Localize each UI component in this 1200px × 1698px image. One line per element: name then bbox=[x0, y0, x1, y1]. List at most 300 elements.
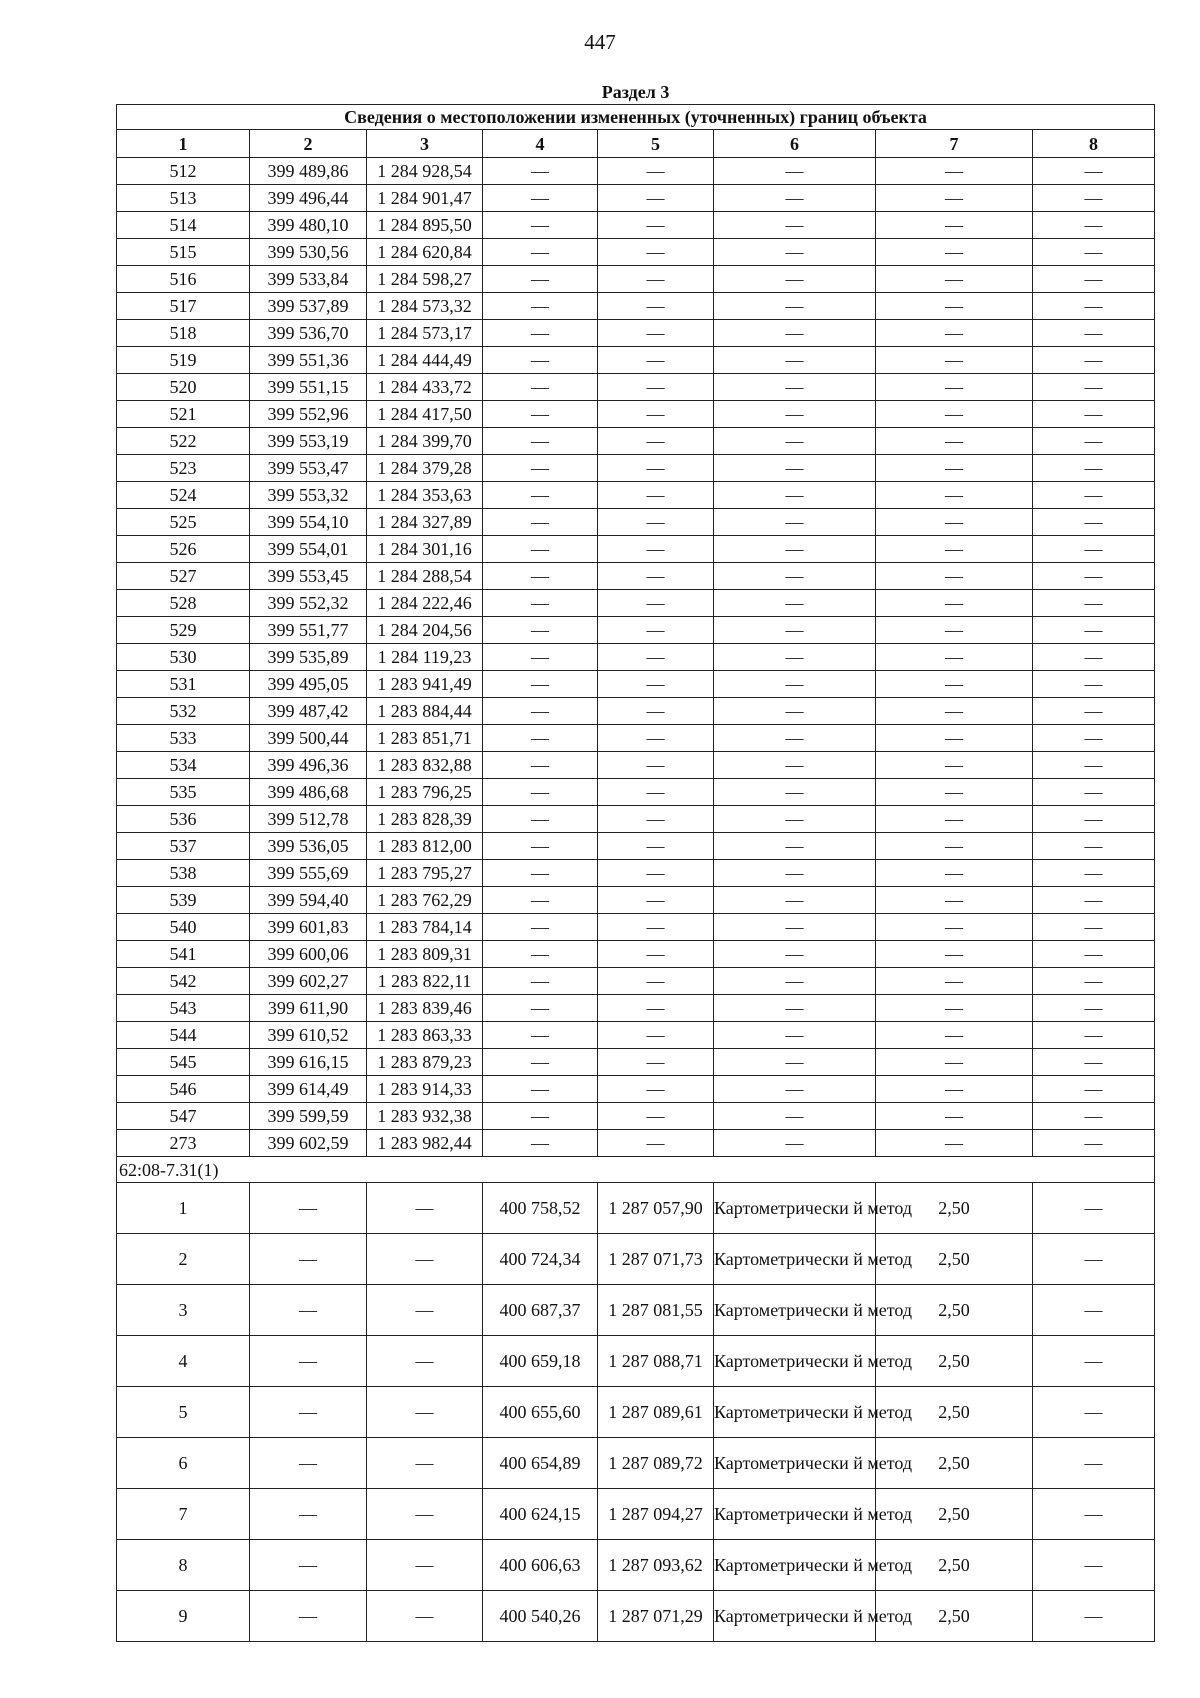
x-coordinate-cell: 399 552,32 bbox=[250, 590, 367, 617]
point-number-cell: 2 bbox=[117, 1234, 250, 1285]
empty-dash-cell: — bbox=[876, 536, 1033, 563]
table-row bbox=[117, 725, 1155, 752]
table-row bbox=[117, 806, 1155, 833]
empty-dash-cell: — bbox=[1033, 779, 1155, 806]
empty-dash-cell: — bbox=[1033, 158, 1155, 185]
empty-dash-cell: — bbox=[598, 779, 714, 806]
table-row bbox=[117, 158, 1155, 185]
empty-dash-cell: — bbox=[876, 671, 1033, 698]
point-number-cell: 540 bbox=[117, 914, 250, 941]
empty-dash-cell: — bbox=[714, 752, 876, 779]
empty-dash-cell: — bbox=[714, 1130, 876, 1157]
table-row bbox=[117, 239, 1155, 266]
empty-dash-cell: — bbox=[1033, 1076, 1155, 1103]
empty-dash-cell: — bbox=[250, 1336, 367, 1387]
x-coordinate-cell: 399 551,15 bbox=[250, 374, 367, 401]
empty-dash-cell: — bbox=[1033, 1130, 1155, 1157]
point-number-cell: 533 bbox=[117, 725, 250, 752]
empty-dash-cell: — bbox=[714, 266, 876, 293]
point-number-cell: 515 bbox=[117, 239, 250, 266]
table-row bbox=[117, 617, 1155, 644]
point-number-cell: 525 bbox=[117, 509, 250, 536]
table-caption: Сведения о местоположении измененных (уточненных) границ объекта bbox=[117, 105, 1155, 130]
empty-dash-cell: — bbox=[714, 914, 876, 941]
empty-dash-cell: — bbox=[714, 401, 876, 428]
new-x-coordinate-cell: 400 540,26 bbox=[483, 1591, 598, 1642]
accuracy-cell: 2,50 bbox=[876, 1183, 1033, 1234]
method-cell: Картометрически й метод bbox=[714, 1234, 876, 1285]
y-coordinate-cell: 1 283 932,38 bbox=[367, 1103, 483, 1130]
empty-dash-cell: — bbox=[367, 1285, 483, 1336]
x-coordinate-cell: 399 552,96 bbox=[250, 401, 367, 428]
empty-dash-cell: — bbox=[1033, 1285, 1155, 1336]
empty-dash-cell: — bbox=[876, 347, 1033, 374]
empty-dash-cell: — bbox=[598, 482, 714, 509]
empty-dash-cell: — bbox=[714, 968, 876, 995]
empty-dash-cell: — bbox=[1033, 563, 1155, 590]
table-row bbox=[117, 590, 1155, 617]
new-y-coordinate-cell: 1 287 093,62 bbox=[598, 1540, 714, 1591]
empty-dash-cell: — bbox=[876, 266, 1033, 293]
point-number-cell: 538 bbox=[117, 860, 250, 887]
new-x-coordinate-cell: 400 687,37 bbox=[483, 1285, 598, 1336]
point-number-cell: 543 bbox=[117, 995, 250, 1022]
method-cell: Картометрически й метод bbox=[714, 1591, 876, 1642]
y-coordinate-cell: 1 284 301,16 bbox=[367, 536, 483, 563]
empty-dash-cell: — bbox=[1033, 536, 1155, 563]
point-number-cell: 539 bbox=[117, 887, 250, 914]
empty-dash-cell: — bbox=[714, 590, 876, 617]
empty-dash-cell: — bbox=[483, 833, 598, 860]
y-coordinate-cell: 1 284 620,84 bbox=[367, 239, 483, 266]
point-number-cell: 519 bbox=[117, 347, 250, 374]
empty-dash-cell: — bbox=[714, 185, 876, 212]
y-coordinate-cell: 1 284 353,63 bbox=[367, 482, 483, 509]
y-coordinate-cell: 1 283 812,00 bbox=[367, 833, 483, 860]
table-row bbox=[117, 1234, 1155, 1285]
x-coordinate-cell: 399 553,32 bbox=[250, 482, 367, 509]
empty-dash-cell: — bbox=[598, 968, 714, 995]
x-coordinate-cell: 399 496,36 bbox=[250, 752, 367, 779]
empty-dash-cell: — bbox=[483, 482, 598, 509]
empty-dash-cell: — bbox=[598, 185, 714, 212]
empty-dash-cell: — bbox=[483, 266, 598, 293]
empty-dash-cell: — bbox=[250, 1489, 367, 1540]
empty-dash-cell: — bbox=[598, 563, 714, 590]
y-coordinate-cell: 1 284 598,27 bbox=[367, 266, 483, 293]
empty-dash-cell: — bbox=[1033, 347, 1155, 374]
x-coordinate-cell: 399 533,84 bbox=[250, 266, 367, 293]
point-number-cell: 514 bbox=[117, 212, 250, 239]
point-number-cell: 516 bbox=[117, 266, 250, 293]
empty-dash-cell: — bbox=[1033, 1234, 1155, 1285]
table-row bbox=[117, 914, 1155, 941]
table-row bbox=[117, 1285, 1155, 1336]
empty-dash-cell: — bbox=[483, 968, 598, 995]
point-number-cell: 6 bbox=[117, 1438, 250, 1489]
new-y-coordinate-cell: 1 287 089,61 bbox=[598, 1387, 714, 1438]
empty-dash-cell: — bbox=[1033, 887, 1155, 914]
empty-dash-cell: — bbox=[483, 698, 598, 725]
empty-dash-cell: — bbox=[714, 1103, 876, 1130]
table-row bbox=[117, 185, 1155, 212]
column-header: 3 bbox=[367, 130, 483, 158]
accuracy-cell: 2,50 bbox=[876, 1387, 1033, 1438]
empty-dash-cell: — bbox=[876, 509, 1033, 536]
y-coordinate-cell: 1 283 784,14 bbox=[367, 914, 483, 941]
empty-dash-cell: — bbox=[483, 887, 598, 914]
point-number-cell: 513 bbox=[117, 185, 250, 212]
empty-dash-cell: — bbox=[598, 1076, 714, 1103]
empty-dash-cell: — bbox=[876, 293, 1033, 320]
accuracy-cell: 2,50 bbox=[876, 1489, 1033, 1540]
method-cell: Картометрически й метод bbox=[714, 1540, 876, 1591]
empty-dash-cell: — bbox=[367, 1591, 483, 1642]
empty-dash-cell: — bbox=[483, 212, 598, 239]
y-coordinate-cell: 1 283 982,44 bbox=[367, 1130, 483, 1157]
empty-dash-cell: — bbox=[1033, 320, 1155, 347]
empty-dash-cell: — bbox=[1033, 185, 1155, 212]
point-number-cell: 518 bbox=[117, 320, 250, 347]
empty-dash-cell: — bbox=[714, 671, 876, 698]
empty-dash-cell: — bbox=[483, 536, 598, 563]
table-row bbox=[117, 1183, 1155, 1234]
empty-dash-cell: — bbox=[1033, 941, 1155, 968]
empty-dash-cell: — bbox=[1033, 455, 1155, 482]
x-coordinate-cell: 399 536,05 bbox=[250, 833, 367, 860]
empty-dash-cell: — bbox=[714, 536, 876, 563]
empty-dash-cell: — bbox=[483, 158, 598, 185]
point-number-cell: 534 bbox=[117, 752, 250, 779]
empty-dash-cell: — bbox=[1033, 725, 1155, 752]
y-coordinate-cell: 1 283 762,29 bbox=[367, 887, 483, 914]
y-coordinate-cell: 1 283 941,49 bbox=[367, 671, 483, 698]
empty-dash-cell: — bbox=[250, 1183, 367, 1234]
point-number-cell: 541 bbox=[117, 941, 250, 968]
empty-dash-cell: — bbox=[250, 1387, 367, 1438]
group-label-cell: 62:08-7.31(1) bbox=[117, 1157, 1155, 1183]
empty-dash-cell: — bbox=[483, 617, 598, 644]
x-coordinate-cell: 399 486,68 bbox=[250, 779, 367, 806]
empty-dash-cell: — bbox=[1033, 1591, 1155, 1642]
x-coordinate-cell: 399 512,78 bbox=[250, 806, 367, 833]
empty-dash-cell: — bbox=[1033, 293, 1155, 320]
empty-dash-cell: — bbox=[598, 887, 714, 914]
empty-dash-cell: — bbox=[598, 374, 714, 401]
point-number-cell: 4 bbox=[117, 1336, 250, 1387]
table-row bbox=[117, 374, 1155, 401]
table-row bbox=[117, 1489, 1155, 1540]
column-header-row bbox=[117, 130, 1155, 158]
x-coordinate-cell: 399 611,90 bbox=[250, 995, 367, 1022]
point-number-cell: 536 bbox=[117, 806, 250, 833]
x-coordinate-cell: 399 554,10 bbox=[250, 509, 367, 536]
table-row bbox=[117, 1540, 1155, 1591]
empty-dash-cell: — bbox=[483, 1049, 598, 1076]
table-row bbox=[117, 1049, 1155, 1076]
empty-dash-cell: — bbox=[598, 833, 714, 860]
empty-dash-cell: — bbox=[876, 239, 1033, 266]
point-number-cell: 544 bbox=[117, 1022, 250, 1049]
point-number-cell: 527 bbox=[117, 563, 250, 590]
empty-dash-cell: — bbox=[483, 455, 598, 482]
empty-dash-cell: — bbox=[714, 293, 876, 320]
x-coordinate-cell: 399 553,47 bbox=[250, 455, 367, 482]
point-number-cell: 530 bbox=[117, 644, 250, 671]
x-coordinate-cell: 399 480,10 bbox=[250, 212, 367, 239]
empty-dash-cell: — bbox=[483, 725, 598, 752]
table-row bbox=[117, 509, 1155, 536]
y-coordinate-cell: 1 284 573,17 bbox=[367, 320, 483, 347]
x-coordinate-cell: 399 495,05 bbox=[250, 671, 367, 698]
empty-dash-cell: — bbox=[1033, 644, 1155, 671]
empty-dash-cell: — bbox=[714, 374, 876, 401]
empty-dash-cell: — bbox=[483, 1103, 598, 1130]
empty-dash-cell: — bbox=[714, 239, 876, 266]
table-row bbox=[117, 347, 1155, 374]
empty-dash-cell: — bbox=[1033, 509, 1155, 536]
empty-dash-cell: — bbox=[1033, 428, 1155, 455]
empty-dash-cell: — bbox=[1033, 374, 1155, 401]
empty-dash-cell: — bbox=[714, 995, 876, 1022]
accuracy-cell: 2,50 bbox=[876, 1438, 1033, 1489]
table-row bbox=[117, 482, 1155, 509]
point-number-cell: 521 bbox=[117, 401, 250, 428]
empty-dash-cell: — bbox=[483, 914, 598, 941]
table-row bbox=[117, 887, 1155, 914]
empty-dash-cell: — bbox=[714, 698, 876, 725]
empty-dash-cell: — bbox=[1033, 1540, 1155, 1591]
y-coordinate-cell: 1 283 832,88 bbox=[367, 752, 483, 779]
y-coordinate-cell: 1 284 379,28 bbox=[367, 455, 483, 482]
empty-dash-cell: — bbox=[876, 725, 1033, 752]
empty-dash-cell: — bbox=[483, 401, 598, 428]
point-number-cell: 529 bbox=[117, 617, 250, 644]
empty-dash-cell: — bbox=[1033, 482, 1155, 509]
empty-dash-cell: — bbox=[483, 239, 598, 266]
table-row bbox=[117, 968, 1155, 995]
new-y-coordinate-cell: 1 287 071,29 bbox=[598, 1591, 714, 1642]
y-coordinate-cell: 1 283 884,44 bbox=[367, 698, 483, 725]
new-y-coordinate-cell: 1 287 081,55 bbox=[598, 1285, 714, 1336]
x-coordinate-cell: 399 616,15 bbox=[250, 1049, 367, 1076]
empty-dash-cell: — bbox=[876, 779, 1033, 806]
empty-dash-cell: — bbox=[250, 1234, 367, 1285]
empty-dash-cell: — bbox=[598, 1103, 714, 1130]
empty-dash-cell: — bbox=[598, 617, 714, 644]
point-number-cell: 1 bbox=[117, 1183, 250, 1234]
empty-dash-cell: — bbox=[1033, 914, 1155, 941]
x-coordinate-cell: 399 601,83 bbox=[250, 914, 367, 941]
table-row bbox=[117, 1336, 1155, 1387]
empty-dash-cell: — bbox=[876, 428, 1033, 455]
group-row bbox=[117, 1157, 1155, 1183]
empty-dash-cell: — bbox=[714, 347, 876, 374]
table-row bbox=[117, 428, 1155, 455]
empty-dash-cell: — bbox=[714, 860, 876, 887]
empty-dash-cell: — bbox=[598, 212, 714, 239]
empty-dash-cell: — bbox=[483, 347, 598, 374]
column-header: 7 bbox=[876, 130, 1033, 158]
x-coordinate-cell: 399 602,59 bbox=[250, 1130, 367, 1157]
table-row bbox=[117, 1022, 1155, 1049]
empty-dash-cell: — bbox=[876, 1103, 1033, 1130]
table-row bbox=[117, 752, 1155, 779]
new-x-coordinate-cell: 400 606,63 bbox=[483, 1540, 598, 1591]
table-row bbox=[117, 1438, 1155, 1489]
empty-dash-cell: — bbox=[367, 1438, 483, 1489]
empty-dash-cell: — bbox=[483, 644, 598, 671]
empty-dash-cell: — bbox=[1033, 671, 1155, 698]
empty-dash-cell: — bbox=[598, 1022, 714, 1049]
table-row bbox=[117, 941, 1155, 968]
empty-dash-cell: — bbox=[876, 590, 1033, 617]
y-coordinate-cell: 1 284 327,89 bbox=[367, 509, 483, 536]
table-row bbox=[117, 995, 1155, 1022]
empty-dash-cell: — bbox=[714, 455, 876, 482]
point-number-cell: 520 bbox=[117, 374, 250, 401]
empty-dash-cell: — bbox=[598, 158, 714, 185]
empty-dash-cell: — bbox=[1033, 995, 1155, 1022]
empty-dash-cell: — bbox=[876, 158, 1033, 185]
empty-dash-cell: — bbox=[598, 941, 714, 968]
empty-dash-cell: — bbox=[598, 293, 714, 320]
empty-dash-cell: — bbox=[598, 590, 714, 617]
point-number-cell: 526 bbox=[117, 536, 250, 563]
table-row bbox=[117, 1387, 1155, 1438]
x-coordinate-cell: 399 496,44 bbox=[250, 185, 367, 212]
empty-dash-cell: — bbox=[598, 320, 714, 347]
empty-dash-cell: — bbox=[714, 1049, 876, 1076]
point-number-cell: 3 bbox=[117, 1285, 250, 1336]
empty-dash-cell: — bbox=[1033, 617, 1155, 644]
empty-dash-cell: — bbox=[598, 671, 714, 698]
y-coordinate-cell: 1 283 796,25 bbox=[367, 779, 483, 806]
empty-dash-cell: — bbox=[876, 1130, 1033, 1157]
empty-dash-cell: — bbox=[598, 806, 714, 833]
empty-dash-cell: — bbox=[1033, 968, 1155, 995]
empty-dash-cell: — bbox=[598, 239, 714, 266]
empty-dash-cell: — bbox=[714, 509, 876, 536]
empty-dash-cell: — bbox=[598, 509, 714, 536]
empty-dash-cell: — bbox=[483, 374, 598, 401]
y-coordinate-cell: 1 283 851,71 bbox=[367, 725, 483, 752]
table-row bbox=[117, 644, 1155, 671]
table-row bbox=[117, 1103, 1155, 1130]
x-coordinate-cell: 399 489,86 bbox=[250, 158, 367, 185]
point-number-cell: 528 bbox=[117, 590, 250, 617]
accuracy-cell: 2,50 bbox=[876, 1591, 1033, 1642]
empty-dash-cell: — bbox=[483, 509, 598, 536]
empty-dash-cell: — bbox=[483, 1130, 598, 1157]
empty-dash-cell: — bbox=[598, 266, 714, 293]
x-coordinate-cell: 399 530,56 bbox=[250, 239, 367, 266]
point-number-cell: 512 bbox=[117, 158, 250, 185]
table-row bbox=[117, 536, 1155, 563]
empty-dash-cell: — bbox=[1033, 806, 1155, 833]
empty-dash-cell: — bbox=[876, 995, 1033, 1022]
section-title: Раздел 3 bbox=[601, 82, 670, 102]
empty-dash-cell: — bbox=[1033, 1489, 1155, 1540]
x-coordinate-cell: 399 600,06 bbox=[250, 941, 367, 968]
empty-dash-cell: — bbox=[598, 995, 714, 1022]
empty-dash-cell: — bbox=[1033, 212, 1155, 239]
empty-dash-cell: — bbox=[483, 293, 598, 320]
empty-dash-cell: — bbox=[876, 806, 1033, 833]
empty-dash-cell: — bbox=[1033, 266, 1155, 293]
empty-dash-cell: — bbox=[876, 482, 1033, 509]
empty-dash-cell: — bbox=[483, 671, 598, 698]
y-coordinate-cell: 1 284 222,46 bbox=[367, 590, 483, 617]
x-coordinate-cell: 399 500,44 bbox=[250, 725, 367, 752]
table-row bbox=[117, 860, 1155, 887]
x-coordinate-cell: 399 555,69 bbox=[250, 860, 367, 887]
table-row bbox=[117, 266, 1155, 293]
empty-dash-cell: — bbox=[598, 428, 714, 455]
point-number-cell: 7 bbox=[117, 1489, 250, 1540]
empty-dash-cell: — bbox=[598, 725, 714, 752]
empty-dash-cell: — bbox=[876, 644, 1033, 671]
empty-dash-cell: — bbox=[483, 941, 598, 968]
x-coordinate-cell: 399 551,36 bbox=[250, 347, 367, 374]
y-coordinate-cell: 1 283 914,33 bbox=[367, 1076, 483, 1103]
empty-dash-cell: — bbox=[714, 1076, 876, 1103]
accuracy-cell: 2,50 bbox=[876, 1234, 1033, 1285]
table-row bbox=[117, 212, 1155, 239]
empty-dash-cell: — bbox=[714, 320, 876, 347]
point-number-cell: 537 bbox=[117, 833, 250, 860]
point-number-cell: 542 bbox=[117, 968, 250, 995]
empty-dash-cell: — bbox=[876, 887, 1033, 914]
method-cell: Картометрически й метод bbox=[714, 1285, 876, 1336]
point-number-cell: 8 bbox=[117, 1540, 250, 1591]
empty-dash-cell: — bbox=[1033, 1049, 1155, 1076]
y-coordinate-cell: 1 283 828,39 bbox=[367, 806, 483, 833]
empty-dash-cell: — bbox=[250, 1285, 367, 1336]
method-cell: Картометрически й метод bbox=[714, 1489, 876, 1540]
boundary-table bbox=[116, 80, 1155, 1642]
x-coordinate-cell: 399 602,27 bbox=[250, 968, 367, 995]
empty-dash-cell: — bbox=[876, 1076, 1033, 1103]
empty-dash-cell: — bbox=[876, 212, 1033, 239]
y-coordinate-cell: 1 284 901,47 bbox=[367, 185, 483, 212]
y-coordinate-cell: 1 284 444,49 bbox=[367, 347, 483, 374]
y-coordinate-cell: 1 284 573,32 bbox=[367, 293, 483, 320]
empty-dash-cell: — bbox=[714, 887, 876, 914]
empty-dash-cell: — bbox=[876, 455, 1033, 482]
empty-dash-cell: — bbox=[876, 1049, 1033, 1076]
empty-dash-cell: — bbox=[714, 617, 876, 644]
empty-dash-cell: — bbox=[598, 1130, 714, 1157]
empty-dash-cell: — bbox=[483, 320, 598, 347]
method-cell: Картометрически й метод bbox=[714, 1183, 876, 1234]
empty-dash-cell: — bbox=[876, 320, 1033, 347]
y-coordinate-cell: 1 284 433,72 bbox=[367, 374, 483, 401]
empty-dash-cell: — bbox=[714, 158, 876, 185]
empty-dash-cell: — bbox=[876, 185, 1033, 212]
point-number-cell: 522 bbox=[117, 428, 250, 455]
empty-dash-cell: — bbox=[714, 833, 876, 860]
empty-dash-cell: — bbox=[1033, 1183, 1155, 1234]
new-x-coordinate-cell: 400 654,89 bbox=[483, 1438, 598, 1489]
empty-dash-cell: — bbox=[1033, 401, 1155, 428]
y-coordinate-cell: 1 283 863,33 bbox=[367, 1022, 483, 1049]
empty-dash-cell: — bbox=[483, 806, 598, 833]
empty-dash-cell: — bbox=[598, 644, 714, 671]
method-cell: Картометрически й метод bbox=[714, 1387, 876, 1438]
table-row bbox=[117, 563, 1155, 590]
empty-dash-cell: — bbox=[250, 1591, 367, 1642]
